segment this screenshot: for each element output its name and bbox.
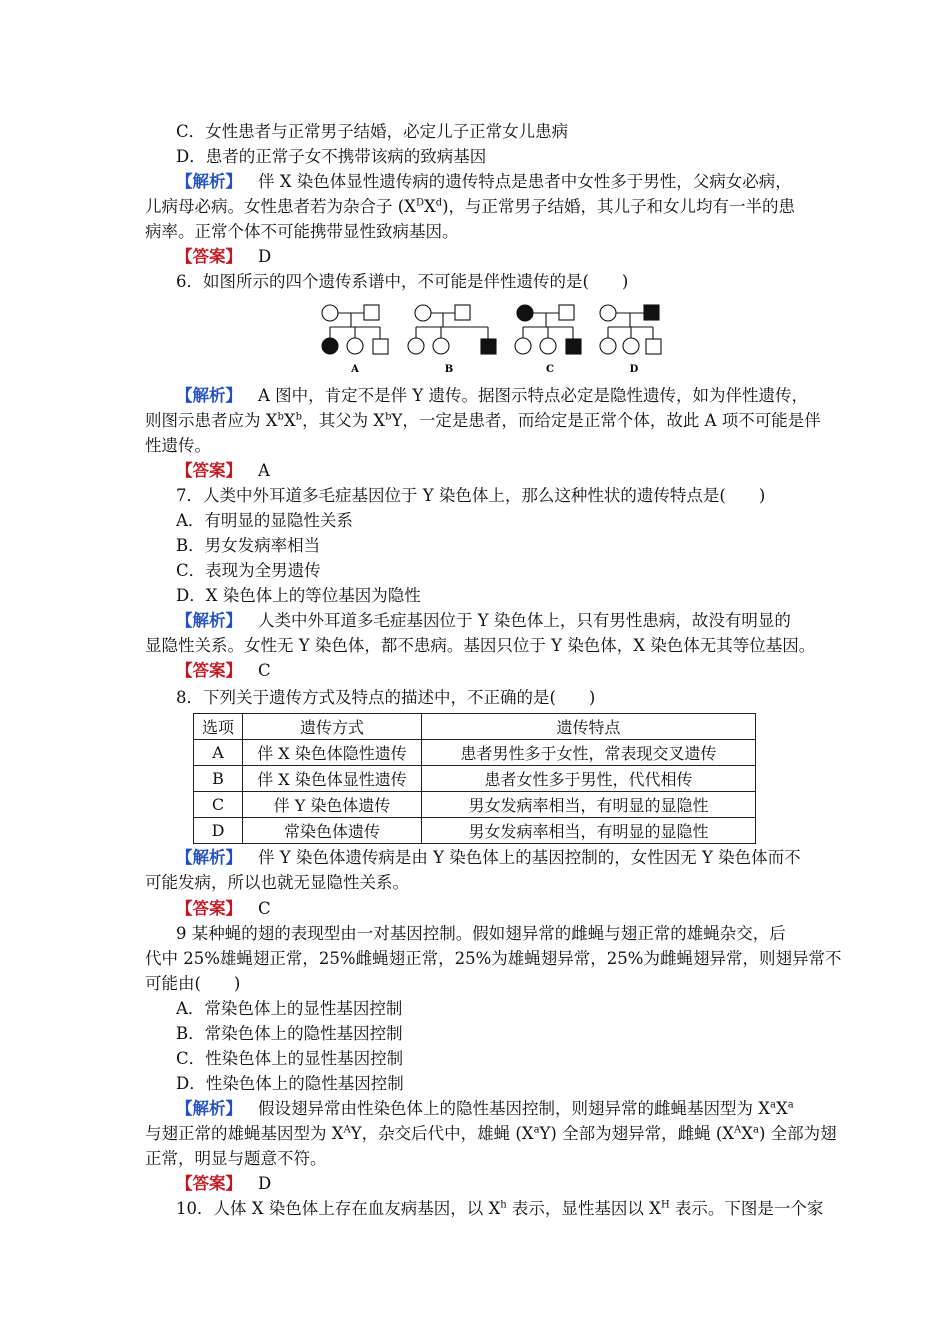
q6-analysis-line-3: 性遗传。 <box>145 436 211 455</box>
pedigree-c <box>515 305 581 354</box>
q9-option-d: D．性染色体上的隐性基因控制 <box>176 1074 404 1093</box>
pedigree-label-c: C <box>546 364 554 375</box>
table-header-cell: 遗传特点 <box>422 714 756 740</box>
pedigree-label-b: B <box>444 364 454 375</box>
q7-analysis-line-2: 显隐性关系。女性无 Y 染色体，都不患病。基因只位于 Y 染色体，X 染色体无其等位基因。 <box>145 636 816 655</box>
analysis-tag: 【解析】 <box>176 172 242 191</box>
q9-answer: 【答案】 D <box>176 1174 272 1193</box>
q8-analysis-line-2: 可能发病，所以也就无显隐性关系。 <box>145 873 409 892</box>
answer-tag: 【答案】 <box>176 247 242 266</box>
pedigree-a <box>322 305 388 354</box>
table-row: C 伴 Y 染色体遗传 男女发病率相当，有明显的显隐性 <box>194 792 756 818</box>
table-header-cell: 遗传方式 <box>243 714 422 740</box>
q7-stem: 7．人类中外耳道多毛症基因位于 Y 染色体上，那么这种性状的遗传特点是( ) <box>176 486 766 505</box>
table-row: A 伴 X 染色体隐性遗传 患者男性多于女性，常表现交叉遗传 <box>194 740 756 766</box>
pedigree-figure <box>318 296 668 376</box>
q9-option-c: C．性染色体上的显性基因控制 <box>176 1049 404 1068</box>
q5-option-c: C．女性患者与正常男子结婚，必定儿子正常女儿患病 <box>176 122 569 141</box>
q8-stem: 8．下列关于遗传方式及特点的描述中，不正确的是( ) <box>176 688 596 707</box>
table-row: B 伴 X 染色体显性遗传 患者女性多于男性，代代相传 <box>194 766 756 792</box>
pedigree-b <box>408 305 496 354</box>
q9-stem-line-2: 代中 25%雄蝇翅正常，25%雌蝇翅正常，25%为雄蝇翅异常，25%为雌蝇翅异常，则翅异常不 <box>145 949 842 968</box>
q9-analysis-line-3: 正常，明显与题意不符。 <box>145 1149 327 1168</box>
q10-stem: 10．人体 X 染色体上存在血友病基因，以 $X^h$ 表示，显性基因以 $X^H$ 表示。下图是一个家 <box>176 1199 824 1218</box>
q8-answer: 【答案】 C <box>176 899 271 918</box>
q9-option-b: B．常染色体上的隐性基因控制 <box>176 1024 403 1043</box>
q5-analysis-line-3: 病率。正常个体不可能携带显性致病基因。 <box>145 222 459 241</box>
q7-analysis-line-1: 【解析】 人类中外耳道多毛症基因位于 Y 染色体上，只有男性患病，故没有明显的 <box>176 611 791 630</box>
pedigree-d <box>600 305 661 354</box>
q6-analysis-line-1: 【解析】 A 图中，肯定不是伴 Y 遗传。据图示特点必定是隐性遗传，如为伴性遗传， <box>176 386 809 405</box>
q6-stem: 6．如图所示的四个遗传系谱中，不可能是伴性遗传的是( ) <box>176 272 629 291</box>
table-row: D 常染色体遗传 男女发病率相当，有明显的显隐性 <box>194 818 756 844</box>
q9-stem-line-3: 可能由( ) <box>145 974 241 993</box>
q7-answer: 【答案】 C <box>176 661 271 680</box>
q6-analysis-line-2: 则图示患者应为 $X^bX^b$，其父为 $X^bY$，一定是患者，而给定是正常个体，故此 A 项不可能是伴 <box>145 411 821 430</box>
pedigree-label-a: A <box>351 364 359 375</box>
q7-option-a: A．有明显的显隐性关系 <box>176 511 353 530</box>
q7-option-c: C．表现为全男遗传 <box>176 561 321 580</box>
pedigree-label-d: D <box>629 364 639 375</box>
q5-analysis-line-2: 儿病母必病。女性患者若为杂合子 $(X^DX^d)$，与正常男子结婚，其儿子和女儿均有一半的患 <box>145 197 796 216</box>
inheritance-table <box>193 713 756 844</box>
q7-option-b: B．男女发病率相当 <box>176 536 321 555</box>
q5-option-d: D．患者的正常子女不携带该病的致病基因 <box>176 147 487 166</box>
q7-option-d: D．X 染色体上的等位基因为隐性 <box>176 586 421 605</box>
table-header-row <box>194 714 756 740</box>
q6-answer: 【答案】 A <box>176 461 270 480</box>
q8-analysis-line-1: 【解析】 伴 Y 染色体遗传病是由 Y 染色体上的基因控制的，女性因无 Y 染色体而不 <box>176 848 801 867</box>
q9-analysis-line-1: 【解析】 假设翅异常由性染色体上的隐性基因控制，则翅异常的雌蝇基因型为 $X^aX^a$ <box>176 1099 794 1118</box>
q5-analysis-line-1: 【解析】 伴 X 染色体显性遗传病的遗传特点是患者中女性多于男性，父病女必病， <box>176 172 792 191</box>
table-header-cell: 选项 <box>194 714 243 740</box>
q5-answer: 【答案】 D <box>176 247 272 266</box>
q9-stem-line-1: 9 某种蝇的翅的表现型由一对基因控制。假如翅异常的雌蝇与翅正常的雄蝇杂交，后 <box>176 924 786 943</box>
q9-option-a: A．常染色体上的显性基因控制 <box>176 999 403 1018</box>
q9-analysis-line-2: 与翅正常的雄蝇基因型为 $X^AY$，杂交后代中，雄蝇 $(X^aY)$ 全部为翅异常，雌蝇 $(X^AX^a)$ 全部为翅 <box>145 1124 837 1143</box>
